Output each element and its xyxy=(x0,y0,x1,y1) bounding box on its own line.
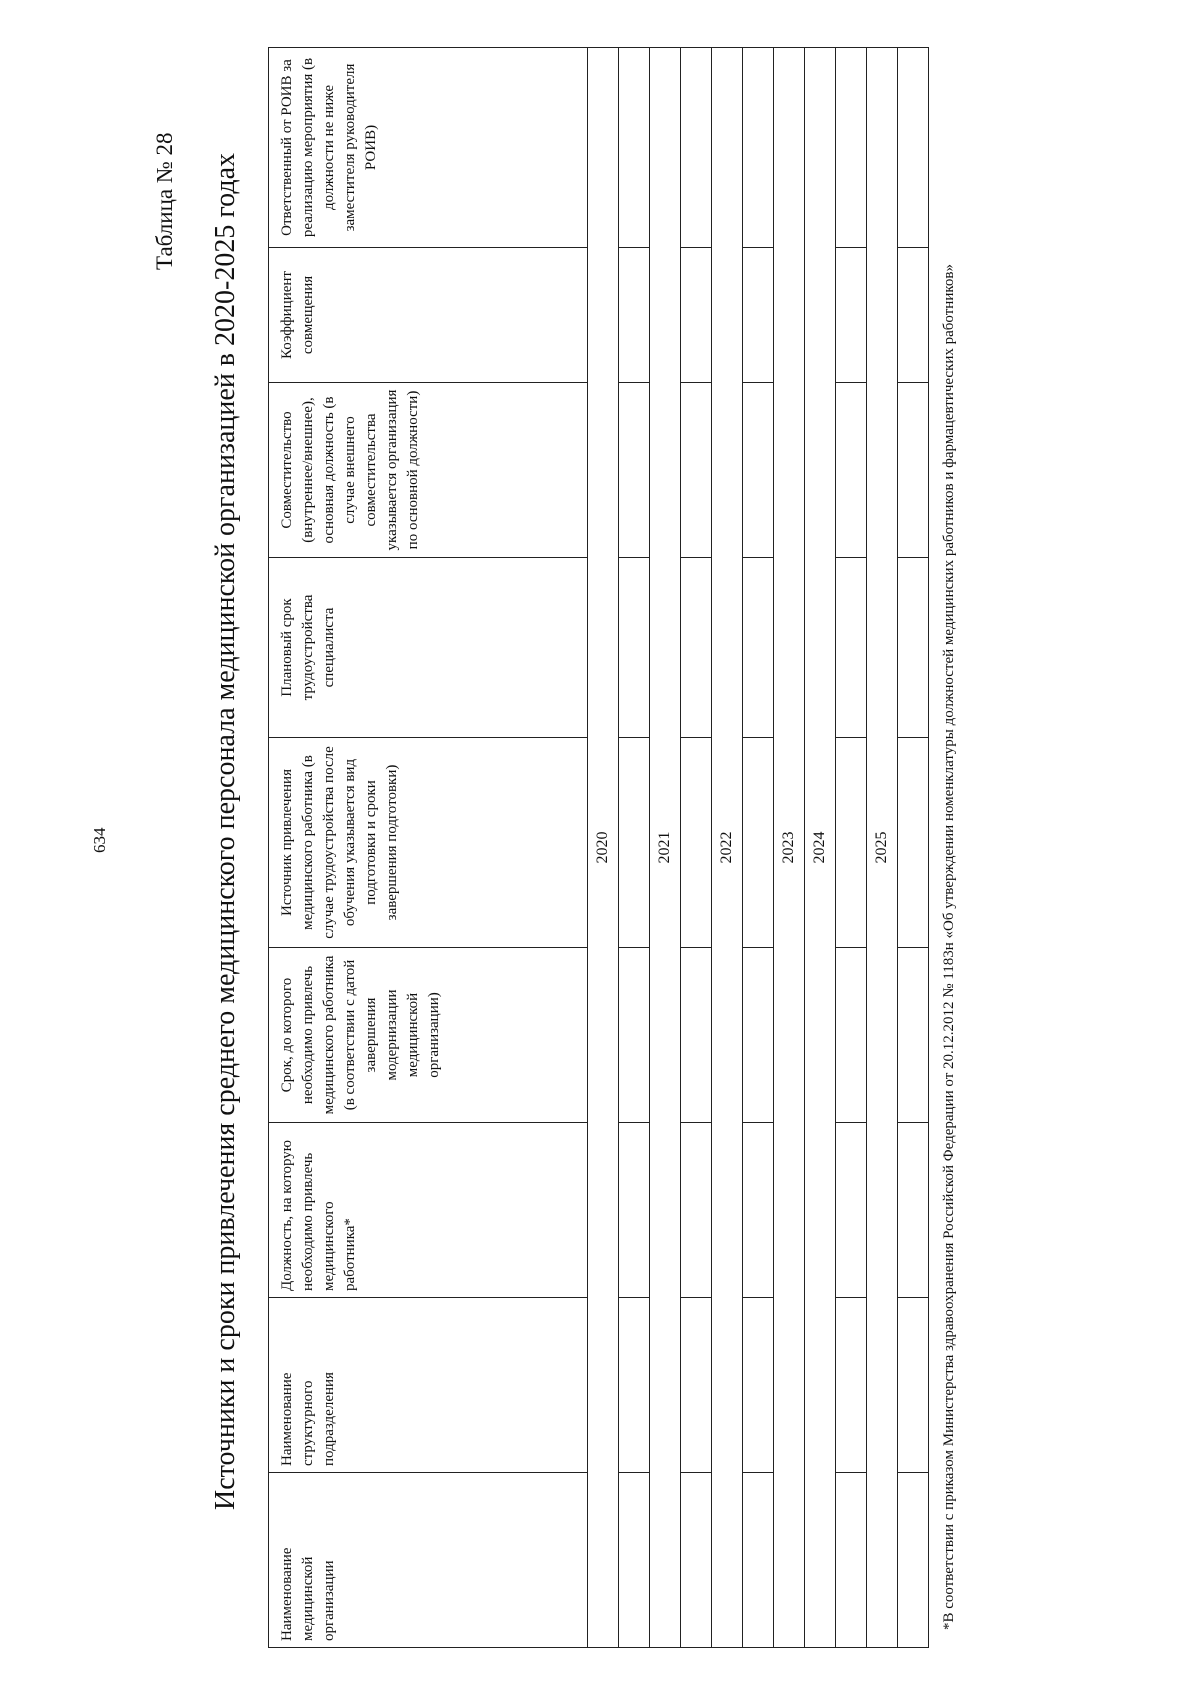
document-title: Источники и сроки привлечения среднего медицинского персонала медицинской организацией в 2020-2025 годах xyxy=(210,152,241,1510)
table-row-year-2022 xyxy=(712,48,743,1648)
col-header-part-time: Совместительство (внутреннее/внешнее), основная должность (в случае внешнего совместительства указывается организация по основной должности) xyxy=(269,383,588,558)
col-header-planned-date: Плановый срок трудоустройства специалиста xyxy=(269,558,588,738)
table-label: Таблица № 28 xyxy=(152,132,177,270)
year-cell: 2022 xyxy=(712,48,743,1648)
year-cell: 2025 xyxy=(867,48,898,1648)
rotated-sheet xyxy=(0,48,1000,1648)
year-cell: 2021 xyxy=(650,48,681,1648)
year-cell: 2023 xyxy=(774,48,805,1648)
table-row-year-2023 xyxy=(774,48,805,1648)
table-row xyxy=(836,48,867,1648)
table-row xyxy=(681,48,712,1648)
page-number: 634 xyxy=(90,827,109,853)
col-header-coefficient: Коэффициент совмещения xyxy=(269,248,588,383)
col-header-deadline: Срок, до которого необходимо привлечь медицинского работника (в соответствии с датой завершения модернизации медицинской организации) xyxy=(269,948,588,1123)
table-row xyxy=(619,48,650,1648)
col-header-position: Должность, на которую необходимо привлечь медицинского работника* xyxy=(269,1123,588,1298)
table-row xyxy=(898,48,929,1648)
footnote: *В соответствии с приказом Министерства здравоохранения Российской Федерации от 20.12.2012 № 1183н «Об утверждении номенклатуры должностей медицинских работников и фармацевтических работников» xyxy=(941,264,957,1630)
table-row-year-2025 xyxy=(867,48,898,1648)
table-row xyxy=(743,48,774,1648)
year-cell: 2024 xyxy=(805,48,836,1648)
table-row-year-2021 xyxy=(650,48,681,1648)
year-cell: 2020 xyxy=(588,48,619,1648)
col-header-source: Источник привлечения медицинского работника (в случае трудоустройства после обучения указывается вид подготовки и сроки завершения подготовки) xyxy=(269,738,588,948)
table-row-year-2020 xyxy=(588,48,619,1648)
col-header-org-name: Наименование медицинской организации xyxy=(269,1473,588,1648)
table-row-year-2024 xyxy=(805,48,836,1648)
col-header-subdivision: Наименование структурного подразделения xyxy=(269,1298,588,1473)
header-row xyxy=(269,48,588,1648)
col-header-responsible: Ответственный от РОИВ за реализацию мероприятия (в должности не ниже заместителя руководителя РОИВ) xyxy=(269,48,588,248)
staffing-table xyxy=(268,47,929,1648)
